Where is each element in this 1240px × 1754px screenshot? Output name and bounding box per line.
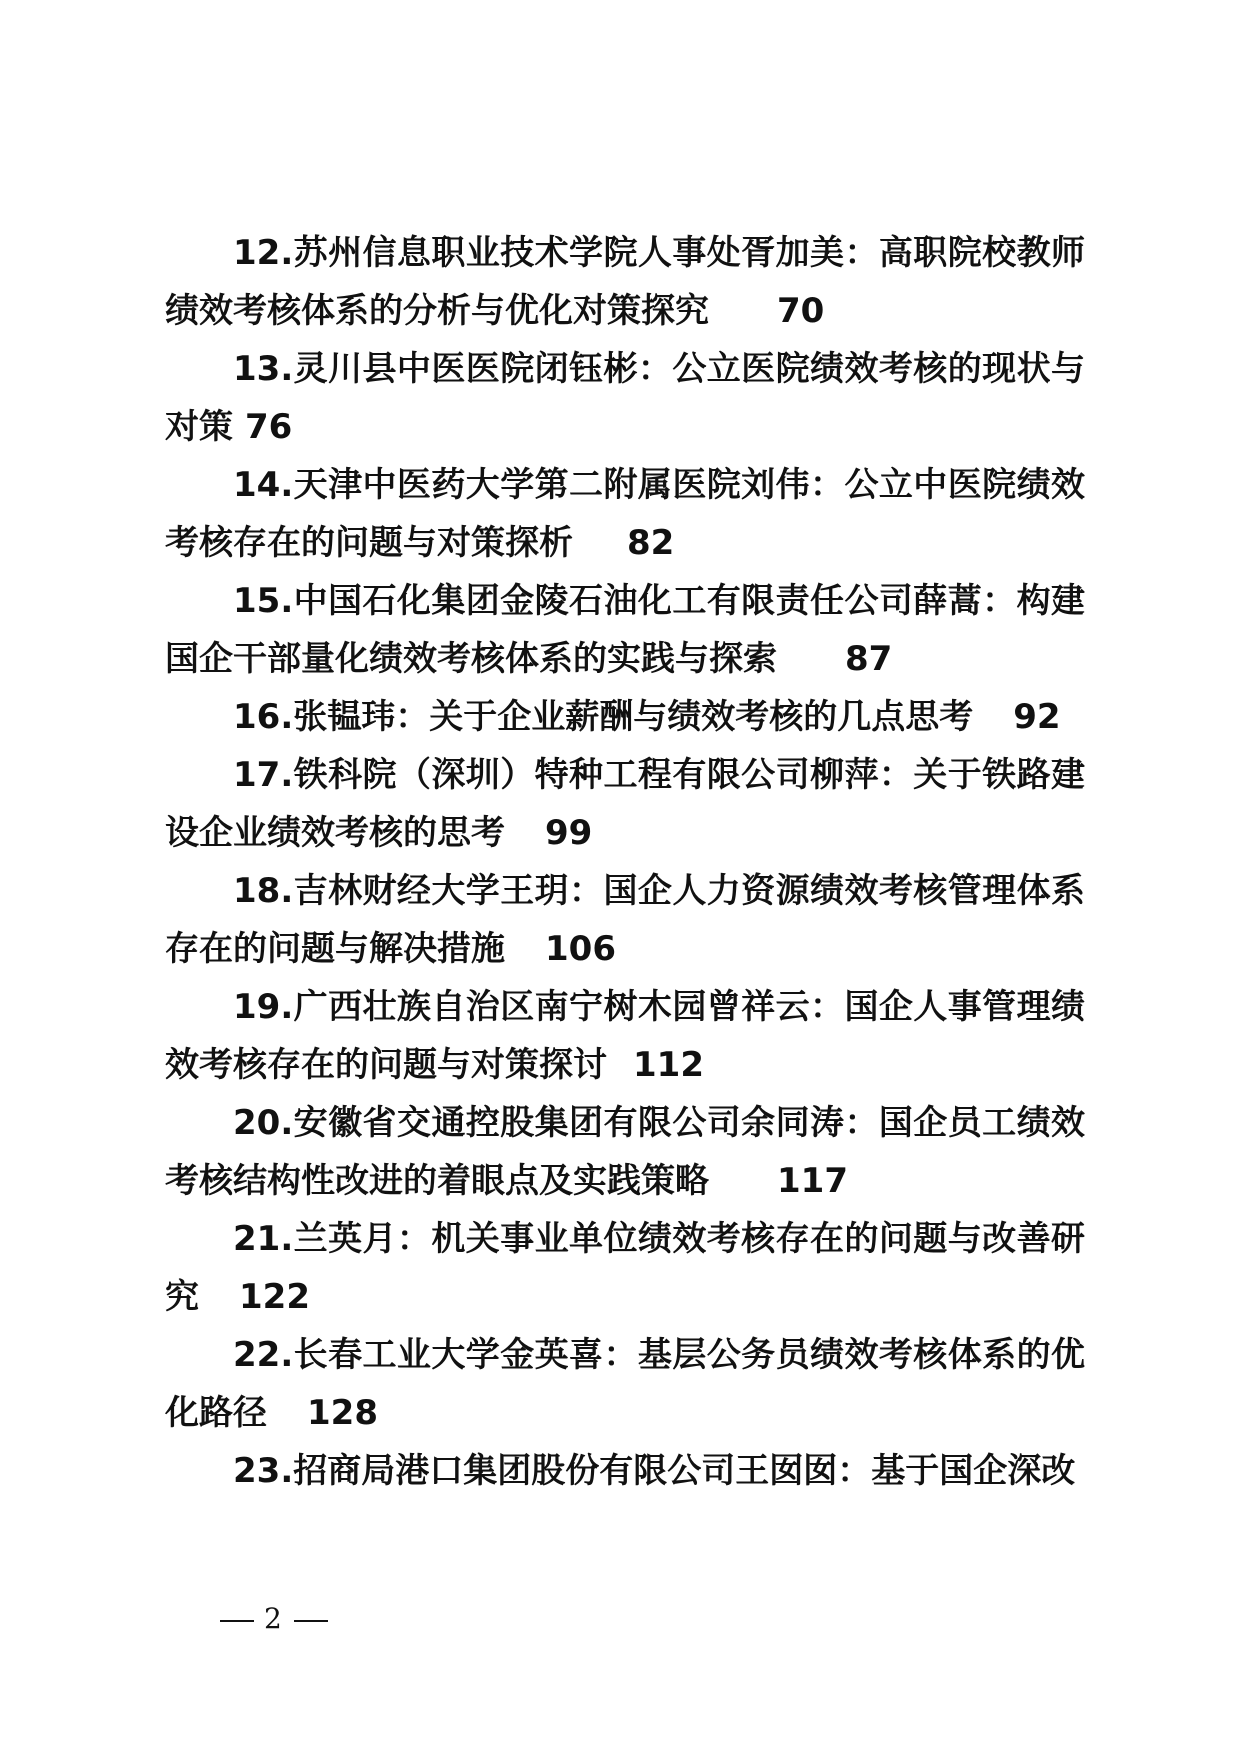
toc-entry-page-number: 106 <box>545 929 616 969</box>
toc-entry <box>165 224 1085 340</box>
toc-entry-title: 18.吉林财经大学王玥：国企人力资源绩效考核管理体系存在的问题与解决措施 <box>165 871 1085 969</box>
toc-entry-page-number: 112 <box>633 1045 704 1085</box>
toc-entry-page-number: 122 <box>239 1277 310 1317</box>
toc-entry <box>165 456 1085 572</box>
toc-entry-page-number: 99 <box>545 813 593 853</box>
page-footer <box>210 1602 338 1635</box>
toc-entry-title: 13.灵川县中医医院闭钰彬：公立医院绩效考核的现状与对策 <box>165 349 1085 447</box>
toc-entry-page-number: 82 <box>627 523 675 563</box>
page-number: 2 <box>264 1602 284 1635</box>
toc-entry-title: 22.长春工业大学金英喜：基层公务员绩效考核体系的优化路径 <box>165 1335 1085 1433</box>
toc-entry-page-number: 87 <box>845 639 893 679</box>
toc-entry-page-number: 117 <box>777 1161 848 1201</box>
footer-dash-left <box>220 1620 254 1622</box>
toc-entry <box>165 862 1085 978</box>
toc-entry <box>165 746 1085 862</box>
toc-entry <box>165 1210 1085 1326</box>
toc-entry-page-number: 70 <box>777 291 825 331</box>
toc-entry-title: 12.苏州信息职业技术学院人事处胥加美：高职院校教师绩效考核体系的分析与优化对策探究 <box>165 233 1085 331</box>
table-of-contents <box>165 224 1085 1500</box>
toc-entry <box>165 1326 1085 1442</box>
toc-entry-title: 17.铁科院（深圳）特种工程有限公司柳萍：关于铁路建设企业绩效考核的思考 <box>165 755 1085 853</box>
toc-entry-page-number: 76 <box>245 407 293 447</box>
toc-entry <box>165 978 1085 1094</box>
toc-entry-title: 16.张韫玮：关于企业薪酬与绩效考核的几点思考 <box>233 697 974 737</box>
toc-entry-title: 23.招商局港口集团股份有限公司王囡囡：基于国企深改 <box>233 1451 1076 1491</box>
toc-entry <box>165 1094 1085 1210</box>
toc-entry-title: 20.安徽省交通控股集团有限公司余同涛：国企员工绩效考核结构性改进的着眼点及实践策略 <box>165 1103 1085 1201</box>
toc-entry <box>165 572 1085 688</box>
toc-entry <box>165 688 1085 746</box>
toc-entry-title: 21.兰英月：机关事业单位绩效考核存在的问题与改善研究 <box>165 1219 1085 1317</box>
toc-entry <box>165 1442 1085 1500</box>
toc-entry <box>165 340 1085 456</box>
toc-entry-title: 15.中国石化集团金陵石油化工有限责任公司薛蒿：构建国企干部量化绩效考核体系的实践与探索 <box>165 581 1085 679</box>
toc-entry-page-number: 92 <box>1013 697 1061 737</box>
toc-entry-title: 14.天津中医药大学第二附属医院刘伟：公立中医院绩效考核存在的问题与对策探析 <box>165 465 1085 563</box>
toc-entry-page-number: 128 <box>307 1393 378 1433</box>
footer-dash-right <box>294 1620 328 1622</box>
toc-entry-title: 19.广西壮族自治区南宁树木园曾祥云：国企人事管理绩效考核存在的问题与对策探讨 <box>165 987 1085 1085</box>
